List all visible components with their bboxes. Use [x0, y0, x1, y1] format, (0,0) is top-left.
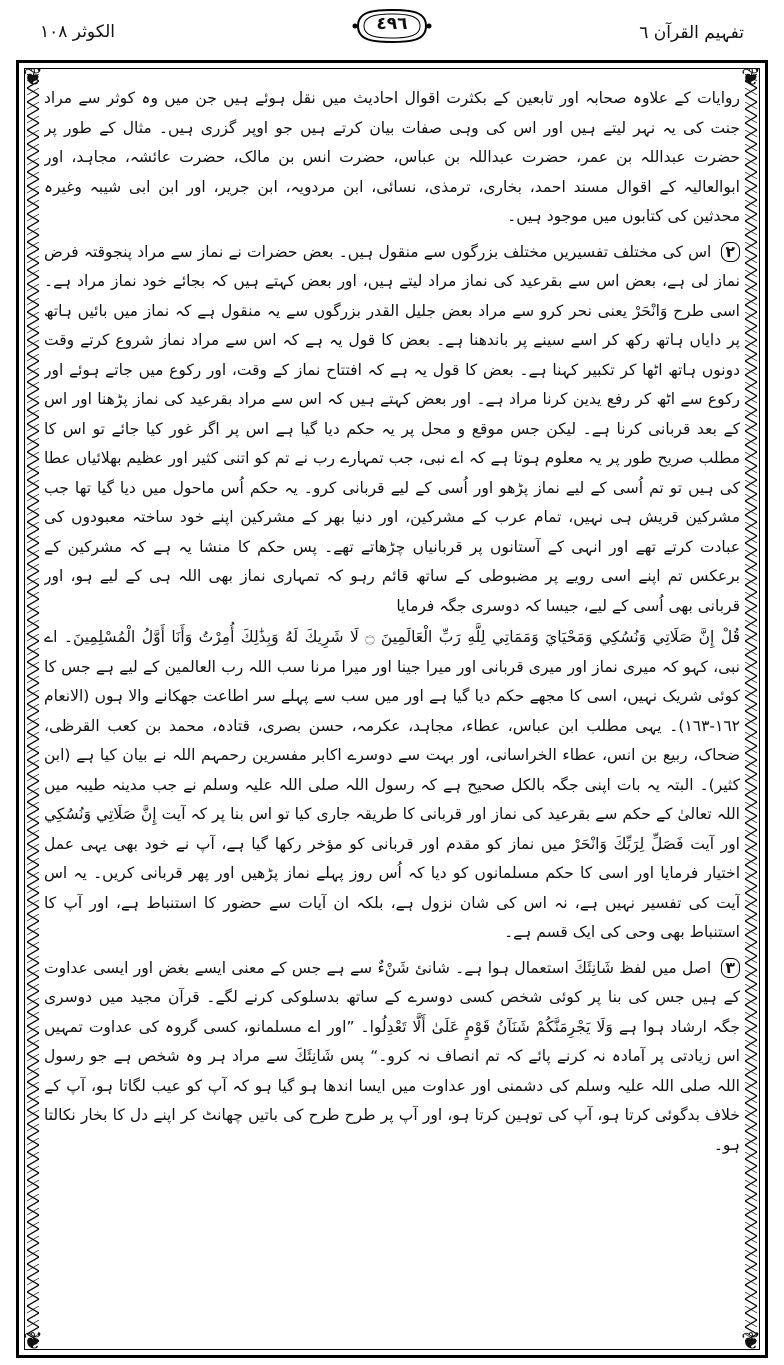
- footnote-marker: ٢: [721, 242, 740, 262]
- paragraph-1: [44, 84, 740, 232]
- paragraph-text: اصل میں لفظ شَانِئَكَ استعمال ہوا ہے۔ شانئ شَنْءٌ سے ہے جس کے معنی ایسے بغض اور ایسی عداوت کے ہیں جس کی بنا پر کوئی شخص کسی دوسرے کے ساتھ بدسلوکی کرنے لگے۔ قرآن مجید میں دوسری جگہ ارشاد ہوا ہے وَلَا يَجْرِمَنَّكُمْ شَنَآنُ قَوْمٍ عَلَىٰ أَلَّا تَعْدِلُوا۔ ”اور اے مسلمانو، کسی گروہ کی عداوت تمہیں اس زیادتی پر آمادہ نہ کرنے پائے کہ تم انصاف نہ کرو۔“ پس شَانِئَكَ سے مراد ہر وہ شخص ہے جو رسول اللہ صلی اللہ علیہ وسلم کی دشمنی اور عداوت میں ایسا اندھا ہو گیا ہو کہ آپ کو عیب لگاتا ہو، آپ کے خلاف بدگوئی کرتا ہو، آپ کی توہین کرتا ہو، اور آپ پر طرح طرح کی باتیں چھانٹ کر اپنے دل کا بخار نکالتا ہو۔: [44, 958, 740, 1154]
- corner-ornament-icon: ❦: [740, 63, 762, 91]
- corner-ornament-icon: ❦: [740, 1327, 762, 1355]
- paragraph-2: [44, 238, 740, 622]
- corner-ornament-icon: ❦: [22, 1327, 44, 1355]
- page-number-badge: [352, 6, 432, 46]
- surah-reference: الکوثر ١٠٨: [40, 22, 115, 42]
- paragraph-4: [44, 954, 740, 1161]
- paragraph-text: اس کی مختلف تفسیریں مختلف بزرگوں سے منقول ہیں۔ بعض حضرات نے نماز سے مراد پنجوقتہ فرض نماز لی ہے، بعض اس سے بقرعید کی نماز مراد لیتے ہیں، اور بعض کہتے ہیں کہ بجائے خود نماز مراد ہے۔ اسی طرح وَانْحَرْ یعنی نحر کرو سے مراد بعض جلیل القدر بزرگوں سے یہ منقول ہے کہ نماز میں بائیں ہاتھ پر دایاں ہاتھ رکھ کر اسے سینے پر باندھنا ہے۔ بعض کا قول یہ ہے کہ اس سے مراد نماز شروع کرتے وقت دونوں ہاتھ اٹھا کر تکبیر کہنا ہے۔ بعض کا قول یہ ہے کہ افتتاح نماز کے وقت، اور رکوع میں جاتے ہوئے اور رکوع سے اٹھ کر رفع یدین کرنا مراد ہے۔ اور بعض کہتے ہیں کہ اس سے مراد بقرعید کی نماز پڑھنا اور اس کے بعد قربانی کرنا ہے۔ لیکن جس موقع و محل پر یہ حکم دیا گیا ہے اس پر اگر غور کیا جائے تو اس کا مطلب صریح طور پر یہ معلوم ہوتا ہے کہ اے نبی، جب تمہارے رب نے تم کو اتنی کثیر اور عظیم بھلائیاں عطا کی ہیں تو تم اُسی کے لیے نماز پڑھو اور اُسی کے لیے قربانی کرو۔ یہ حکم اُس ماحول میں دیا گیا تھا جب مشرکین قریش ہی نہیں، تمام عرب کے مشرکین، اور دنیا بھر کے مشرکین اپنے خود ساختہ معبودوں کی عبادت کرتے تھے اور انہی کے آستانوں پر قربانیاں چڑھاتے تھے۔ پس حکم کا منشا یہ ہے کہ مشرکین کے برعکس تم اپنے اسی رویے پر مضبوطی کے ساتھ قائم رہو کہ تمہاری نماز بھی اللہ ہی کے لیے ہو، اور قربانی بھی اُسی کے لیے، جیسا کہ دوسری جگہ فرمایا: [44, 242, 740, 615]
- footnote-marker: ٣: [721, 958, 740, 978]
- page-number: ٤٩٦: [376, 14, 408, 34]
- paragraph-text: قُلْ إِنَّ صَلَاتِي وَنُسُكِي وَمَحْيَايَ وَمَمَاتِي لِلَّهِ رَبِّ الْعَالَمِينَ ۝ لَا شَرِيكَ لَهُ وَبِذَٰلِكَ أُمِرْتُ وَأَنَا أَوَّلُ الْمُسْلِمِينَ۔ اے نبی، کہو کہ میری نماز اور میری قربانی اور میرا جینا اور میرا مرنا سب اللہ رب العالمین کے لیے ہے جس کا کوئی شریک نہیں، اسی کا مجھے حکم دیا گیا ہے اور میں سب سے پہلے سر اطاعت جھکانے والا ہوں (الانعام ١٦٢-١٦٣)۔ یہی مطلب ابن عباس، عطاء، مجاہد، عکرمہ، حسن بصری، قتادہ، محمد بن کعب القرظی، ضحاک، ربیع بن انس، عطاء الخراسانی، اور بہت سے دوسرے اکابر مفسرین رحمہم اللہ نے بیان کیا ہے (ابن کثیر)۔ البتہ یہ بات اپنی جگہ بالکل صحیح ہے کہ رسول اللہ صلی اللہ علیہ وسلم نے جب مدینہ طیبہ میں اللہ تعالیٰ کے حکم سے بقرعید کی نماز اور قربانی کا طریقہ جاری کیا تو اس بنا پر کہ آیت إِنَّ صَلَاتِي وَنُسُكِي اور آیت فَصَلِّ لِرَبِّكَ وَانْحَرْ میں نماز کو مقدم اور قربانی کو مؤخر رکھا گیا ہے، آپ نے خود بھی یہی عمل اختیار فرمایا اور اسی کا حکم مسلمانوں کو دیا کہ اُس روز پہلے نماز پڑھیں اور پھر قربانی کریں۔ یہ اس آیت کی تفسیر نہیں ہے، نہ اس کی شان نزول ہے، بلکہ ان آیات سے حضور کا استنباط ہے، اور آپ کا استنباط بھی وحی کی ایک قسم ہے۔: [44, 628, 740, 941]
- corner-ornament-icon: ❦: [22, 63, 44, 91]
- book-title: تفہیم القرآن ٦: [639, 23, 744, 43]
- left-border-ornament-icon: [27, 74, 39, 1344]
- paragraph-text: روایات کے علاوہ صحابہ اور تابعین کے بکثرت اقوال احادیث میں نقل ہوئے ہیں جن میں وہ کوثر سے مراد جنت کی یہ نہر لیتے ہیں اور اس کی وہی صفات بیان کرتے ہیں جو اوپر گزری ہیں۔ مثال کے طور پر حضرت عبداللہ بن عمر، حضرت عبداللہ بن عباس، حضرت انس بن مالک، حضرت عائشہ، مجاہد، اور ابوالعالیہ کے اقوال مسند احمد، بخاری، ترمذی، نسائی، ابن مردویہ، ابن جریر، اور ابن ابی شیبہ وغیرہ محدثین کی کتابوں میں موجود ہیں۔: [44, 89, 740, 225]
- paragraph-3: [44, 623, 740, 948]
- commentary-text: [44, 84, 740, 1340]
- page-header: [0, 0, 784, 66]
- right-border-ornament-icon: [745, 74, 757, 1344]
